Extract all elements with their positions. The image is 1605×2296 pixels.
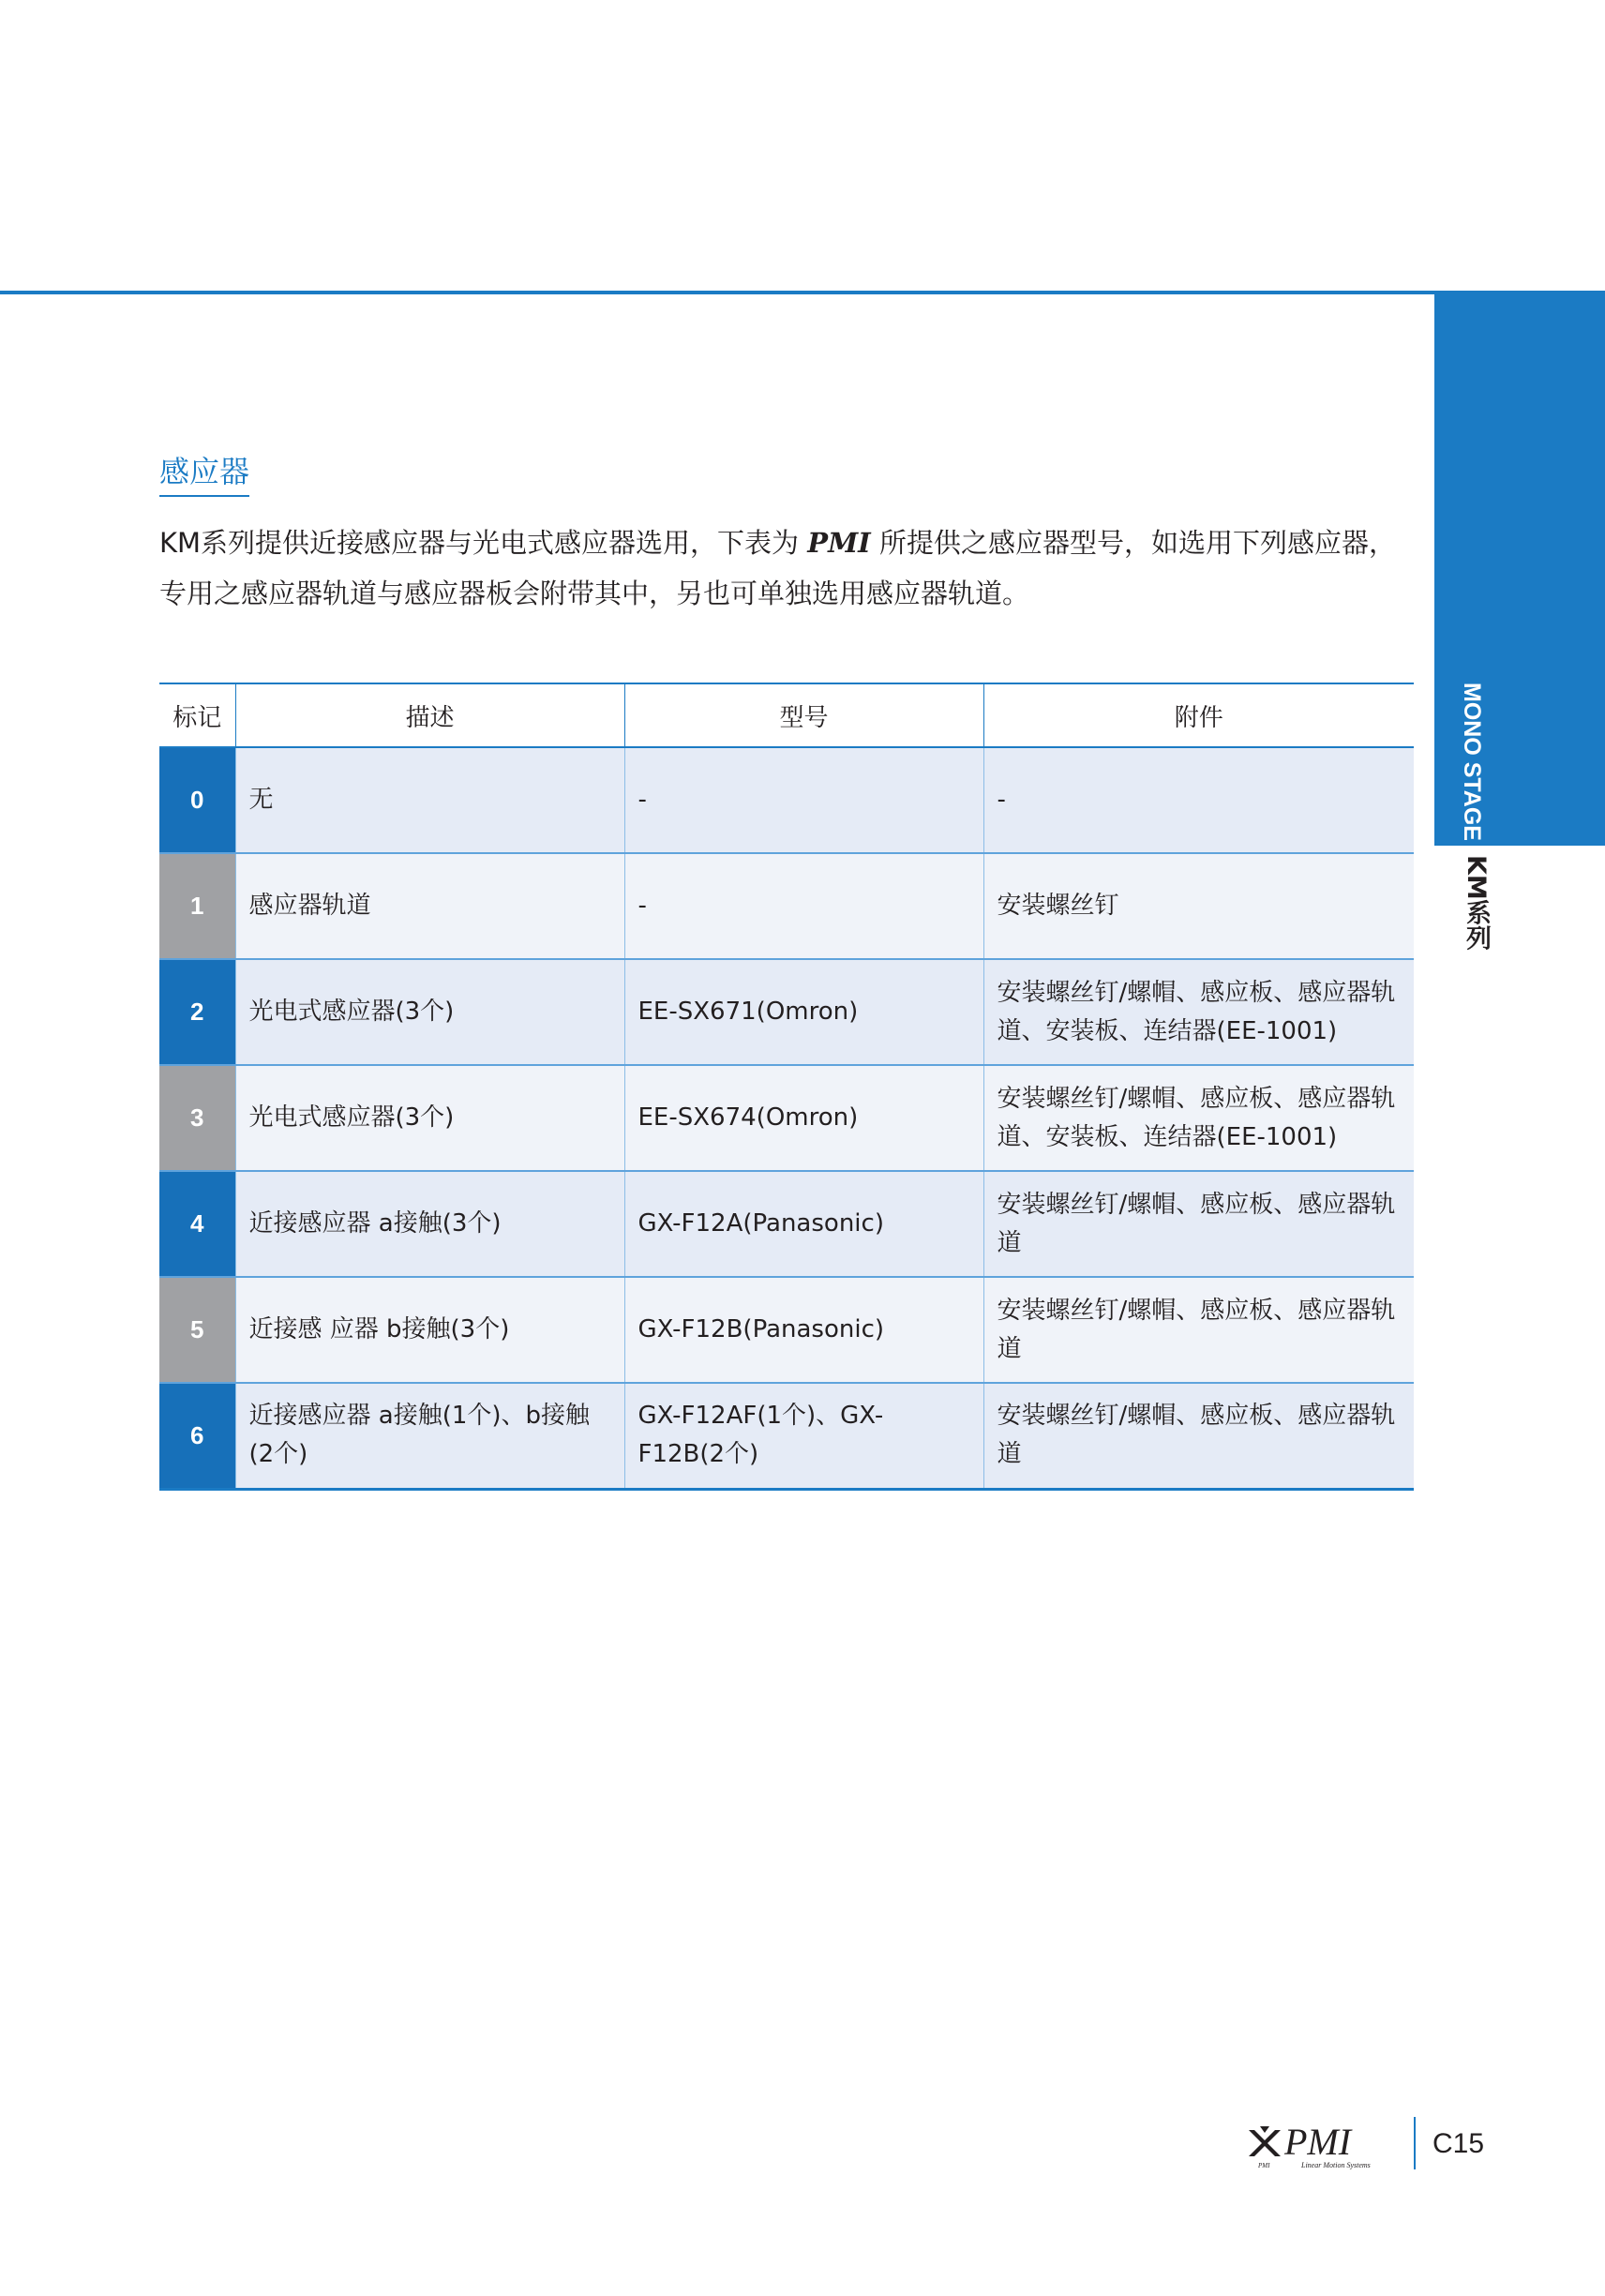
row-mark: 6 bbox=[159, 1383, 235, 1489]
row-model: GX-F12AF(1个)、GX-F12B(2个) bbox=[624, 1383, 983, 1489]
row-description: 感应器轨道 bbox=[235, 853, 624, 959]
sensor-table bbox=[159, 683, 1414, 1491]
footer-divider bbox=[1414, 2117, 1416, 2169]
intro-text-end: 所提供之感应器型号，如选用下列感应器，专用之感应器轨道与感应器板会附带其中，另也可单独选用感应器轨道。 bbox=[159, 527, 1396, 609]
table-row bbox=[159, 1277, 1414, 1383]
side-series-label: KM系列 bbox=[1462, 855, 1491, 951]
pmi-logo-tagline: Linear Motion Systems bbox=[1301, 2161, 1371, 2169]
header-model: 型号 bbox=[624, 683, 983, 747]
row-accessory: 安装螺丝钉/螺帽、感应板、感应器轨道 bbox=[983, 1383, 1414, 1489]
row-model: GX-F12A(Panasonic) bbox=[624, 1171, 983, 1277]
section-title: 感应器 bbox=[159, 448, 249, 497]
row-model: - bbox=[624, 747, 983, 853]
pmi-logo-small: PMI bbox=[1258, 2162, 1270, 2169]
row-accessory: 安装螺丝钉/螺帽、感应板、感应器轨道、安装板、连结器(EE-1001) bbox=[983, 1065, 1414, 1171]
pmi-emblem-icon bbox=[1249, 2126, 1281, 2156]
row-accessory: - bbox=[983, 747, 1414, 853]
row-description: 近接感应器 a接触(3个) bbox=[235, 1171, 624, 1277]
row-accessory: 安装螺丝钉 bbox=[983, 853, 1414, 959]
table-row bbox=[159, 853, 1414, 959]
intro-text-start: KM系列提供近接感应器与光电式感应器选用，下表为 bbox=[159, 527, 808, 559]
intro-brand: PMI bbox=[807, 527, 871, 559]
row-mark: 3 bbox=[159, 1065, 235, 1171]
row-mark: 2 bbox=[159, 959, 235, 1065]
header-accessory: 附件 bbox=[983, 683, 1414, 747]
table-row bbox=[159, 747, 1414, 853]
pmi-logo bbox=[1247, 2117, 1397, 2171]
row-model: GX-F12B(Panasonic) bbox=[624, 1277, 983, 1383]
table-row bbox=[159, 1383, 1414, 1489]
row-description: 光电式感应器(3个) bbox=[235, 959, 624, 1065]
row-accessory: 安装螺丝钉/螺帽、感应板、感应器轨道、安装板、连结器(EE-1001) bbox=[983, 959, 1414, 1065]
page-number: C15 bbox=[1432, 2128, 1485, 2159]
row-model: EE-SX671(Omron) bbox=[624, 959, 983, 1065]
header-rule bbox=[0, 291, 1434, 294]
row-description: 近接感 应器 b接触(3个) bbox=[235, 1277, 624, 1383]
row-model: EE-SX674(Omron) bbox=[624, 1065, 983, 1171]
side-tab-label: MONO STAGE bbox=[1459, 683, 1485, 841]
row-mark: 1 bbox=[159, 853, 235, 959]
table-row bbox=[159, 959, 1414, 1065]
row-accessory: 安装螺丝钉/螺帽、感应板、感应器轨道 bbox=[983, 1171, 1414, 1277]
table-row bbox=[159, 1065, 1414, 1171]
row-model: - bbox=[624, 853, 983, 959]
table-header-row bbox=[159, 683, 1414, 747]
row-description: 无 bbox=[235, 747, 624, 853]
row-description: 光电式感应器(3个) bbox=[235, 1065, 624, 1171]
table-row bbox=[159, 1171, 1414, 1277]
pmi-logo-text: PMI bbox=[1284, 2121, 1352, 2163]
row-accessory: 安装螺丝钉/螺帽、感应板、感应器轨道 bbox=[983, 1277, 1414, 1383]
row-description: 近接感应器 a接触(1个)、b接触(2个) bbox=[235, 1383, 624, 1489]
row-mark: 0 bbox=[159, 747, 235, 853]
header-description: 描述 bbox=[235, 683, 624, 747]
intro-paragraph bbox=[159, 518, 1416, 619]
row-mark: 5 bbox=[159, 1277, 235, 1383]
row-mark: 4 bbox=[159, 1171, 235, 1277]
header-mark: 标记 bbox=[159, 683, 235, 747]
